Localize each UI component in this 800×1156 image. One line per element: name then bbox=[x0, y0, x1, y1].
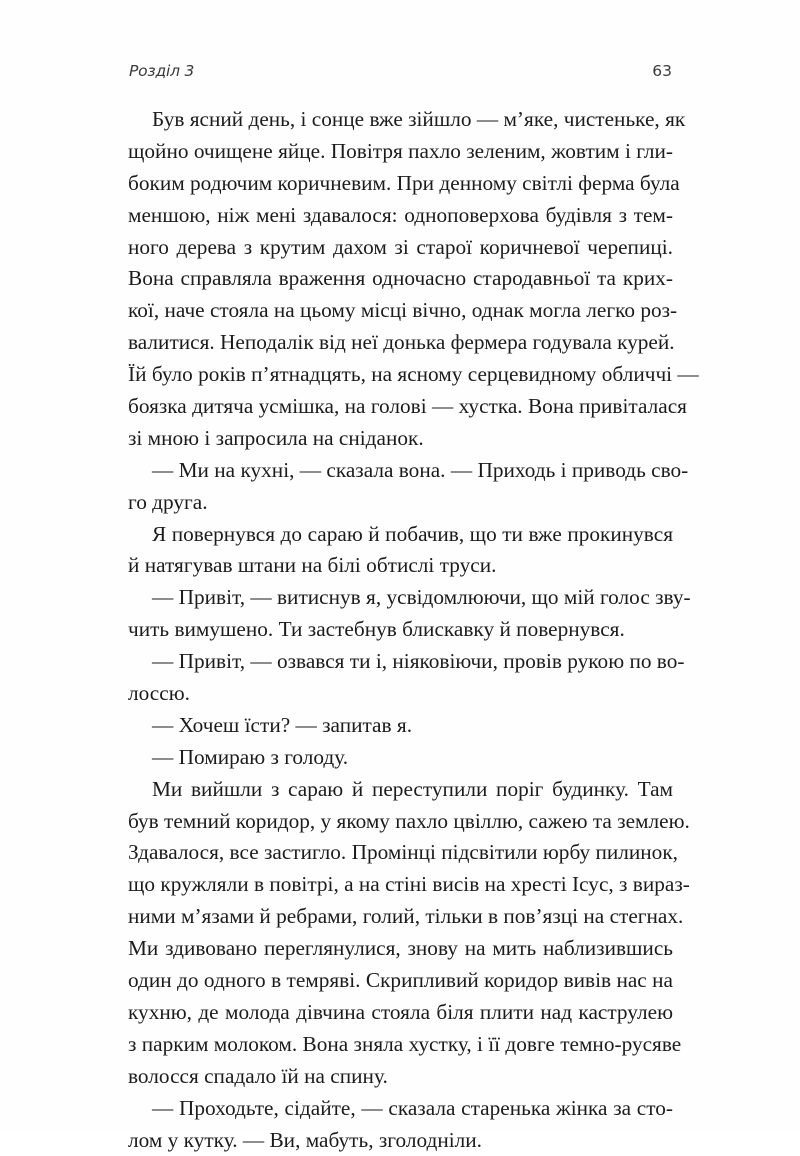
text-line: був темний коридор, у якому пахло цвіллю, сажею та землею. bbox=[128, 806, 673, 838]
text-line: боким родючим коричневим. При денному світлі ферма була bbox=[128, 168, 673, 200]
text-line: — Ми на кухні, — сказала вона. — Приходь і приводь сво- bbox=[128, 455, 673, 487]
text-line: Вона справляла враження одночасно стародавньої та крих- bbox=[128, 263, 673, 295]
text-line: й натягував штани на білі обтислі труси. bbox=[128, 550, 673, 582]
text-line: волосся спадало їй на спину. bbox=[128, 1061, 673, 1093]
text-line: що кружляли в повітрі, а на стіні висів на хресті Ісус, з вираз- bbox=[128, 869, 673, 901]
text-line: кухню, де молода дівчина стояла біля плити над каструлею bbox=[128, 997, 673, 1029]
text-line: Я повернувся до сараю й побачив, що ти вже прокинувся bbox=[128, 519, 673, 551]
text-line: Ми вийшли з сараю й переступили поріг будинку. Там bbox=[128, 774, 673, 806]
text-line: лоссю. bbox=[128, 678, 673, 710]
text-line: зі мною і запросила на сніданок. bbox=[128, 423, 673, 455]
text-line: меншою, ніж мені здавалося: одноповерхова будівля з тем- bbox=[128, 200, 673, 232]
text-line: чить вимушено. Ти застебнув блискавку й повернувся. bbox=[128, 614, 673, 646]
text-line: боязка дитяча усмішка, на голові — хустка. Вона привіталася bbox=[128, 391, 673, 423]
text-line: валитися. Неподалік від неї донька фермера годувала курей. bbox=[128, 327, 673, 359]
text-line: — Привіт, — витиснув я, усвідомлюючи, що мій голос зву- bbox=[128, 582, 673, 614]
text-line: з парким молоком. Вона зняла хустку, і її довге темно-русяве bbox=[128, 1029, 673, 1061]
text-line: — Хочеш їсти? — запитав я. bbox=[128, 710, 673, 742]
text-line: го друга. bbox=[128, 487, 673, 519]
text-line: Їй було років п’ятнадцять, на ясному серцевидному обличчі — bbox=[128, 359, 673, 391]
text-line: ними м’язами й ребрами, голий, тільки в пов’язці на стегнах. bbox=[128, 901, 673, 933]
text-line: — Помираю з голоду. bbox=[128, 742, 673, 774]
running-header bbox=[129, 62, 672, 86]
text-line: Ми здивовано переглянулися, знову на мить наблизившись bbox=[128, 933, 673, 965]
text-line: Здавалося, все застигло. Промінці підсвітили юрбу пилинок, bbox=[128, 837, 673, 869]
text-line: ного дерева з крутим дахом зі старої коричневої черепиці. bbox=[128, 232, 673, 264]
text-line: щойно очищене яйце. Повітря пахло зеленим, жовтим і гли- bbox=[128, 136, 673, 168]
page-number: 63 bbox=[652, 62, 672, 80]
text-line: лом у кутку. — Ви, мабуть, зголодніли. bbox=[128, 1125, 673, 1156]
text-line: — Привіт, — озвався ти і, ніяковіючи, провів рукою по во- bbox=[128, 646, 673, 678]
text-line: кої, наче стояла на цьому місці вічно, однак могла легко роз- bbox=[128, 295, 673, 327]
body-text bbox=[128, 104, 673, 1156]
chapter-label: Розділ 3 bbox=[129, 62, 194, 80]
text-line: один до одного в темряві. Скрипливий коридор вивів нас на bbox=[128, 965, 673, 997]
text-line: — Проходьте, сідайте, — сказала старенька жінка за сто- bbox=[128, 1093, 673, 1125]
text-line: Був ясний день, і сонце вже зійшло — м’яке, чистеньке, як bbox=[128, 104, 673, 136]
